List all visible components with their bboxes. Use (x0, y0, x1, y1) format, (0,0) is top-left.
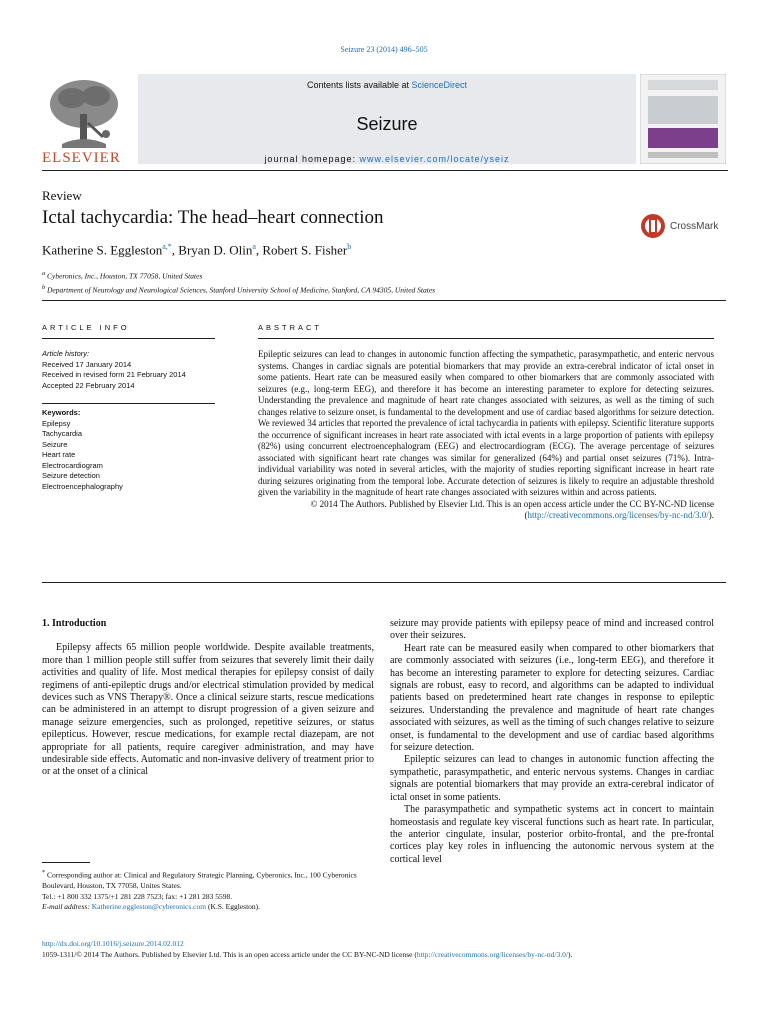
author-sup[interactable]: a,* (162, 242, 172, 251)
email-link[interactable]: Katherine.eggleston@cyberonics.com (91, 902, 207, 911)
author-list: Katherine S. Eggleston$^{a,*}$, Bryan D. Olin$^a$, Robert S. Fisher$^b$ (42, 242, 352, 258)
author-name: Robert S. Fisher (262, 242, 348, 258)
masthead (42, 66, 728, 171)
body-right-column (390, 618, 714, 866)
history-item: Received 17 January 2014 (42, 359, 132, 369)
keyword: Seizure (42, 439, 68, 449)
sciencedirect-link[interactable]: ScienceDirect (411, 80, 468, 90)
publisher-logo-text: ELSEVIER (42, 150, 121, 166)
crossmark-label: CrossMark (670, 221, 719, 232)
doi-link[interactable]: http://dx.doi.org/10.1016/j.seizure.2014.02.012 (42, 939, 184, 948)
keyword: Seizure detection (42, 471, 100, 480)
paragraph: The parasympathetic and sympathetic systems act in concert to maintain homeostasis and regulate key visceral functions such as heart rate. In particular, the anterior cingulate, insular, posterior orbito-frontal, and the pre-frontal cortices play key roles in influencing the autonomic nervous system at the cortical level (390, 804, 714, 865)
journal-cover-image[interactable] (640, 74, 726, 164)
abstract-copyright: © 2014 The Authors. Published by Elsevier Ltd. This is an open access article under the CC BY-NC-ND license (http://creativecommons.org/licenses/by-nc-nd/3.0/). (310, 498, 714, 520)
author-name: Bryan D. Olin (178, 242, 253, 258)
keyword: Electrocardiogram (42, 460, 103, 470)
abstract-heading: ABSTRACT (258, 323, 323, 332)
history-label: Article history: (42, 349, 90, 358)
abstract (258, 349, 714, 522)
keyword: Epilepsy (42, 418, 71, 428)
author-name: Katherine S. Eggleston (42, 242, 163, 258)
homepage-line: journal homepage: www.elsevier.com/locate/yseiz (264, 154, 510, 164)
paragraph: Epileptic seizures can lead to changes in autonomic function affecting the sympathetic, parasympathetic, and enteric nervous systems. Changes in cardiac signals are potential biomarkers that may provide an extra-cerebral indicator of ictal onset in some patients. (390, 754, 714, 803)
abstract-text: Epileptic seizures can lead to changes in autonomic function affecting the sympathetic, parasympathetic, and enteric nervous systems. Changes in cardiac signals are potential biomarkers that may provide an extra-cerebral indicator of ictal onset in some patients. Heart rate can be measured easily when compared to other biomarkers that are commonly associated with seizures (e.g., long-term EEG), and therefore it has become an interesting parameter to explore for detecting seizures. Understanding the prevalence and magnitude of heart rate changes associated with seizures, as well as the timing of such changes relative to seizure onset, is fundamental to the development and use of cardiac based algorithms for seizure detection. We reviewed 34 articles that reported the prevalence of ictal tachycardia in patients with epilepsy. Scientific literature supports the occurrence of significant increases in heart rate associated with ictal events in a large proportion of patients with epilepsy (82%) using concurrent electroencephalogram (EEG) and electrocardiogram (ECG). The average percentage of seizures associated with significant heart rate changes was similar for generalized (64%) and partial onset seizures (71%). Intra-individual variability was noted in several articles, with the majority of studies reporting significant increase in heart rate during seizures originating from the temporal lobe. Accurate detection of seizures is likely to require an adjustable threshold given the variability in the magnitude of heart rate changes associated with seizures within and across patients. (258, 349, 715, 497)
body-left-column (42, 618, 374, 779)
divider (42, 403, 215, 404)
article-type: Review (42, 188, 82, 203)
history-item: Accepted 22 February 2014 (42, 380, 135, 390)
author-sup[interactable]: a (252, 242, 256, 251)
divider (258, 338, 714, 339)
page-footer (42, 938, 726, 960)
footer-license-link[interactable]: http://creativecommons.org/licenses/by-nc-nd/3.0/ (416, 950, 568, 959)
footnote-tel: Tel.: +1 800 332 1375/+1 281 228 7523; fax: +1 281 283 5598. (42, 891, 233, 901)
homepage-link[interactable]: www.elsevier.com/locate/yseiz (359, 154, 510, 164)
divider (42, 582, 726, 583)
divider (42, 300, 726, 301)
footnote (42, 868, 374, 913)
affiliation: $^b$ Department of Neurology and Neurological Sciences, Stanford University School of Medicine, Stanford, CA 94305, United States (42, 283, 436, 294)
footnote-address: * Corresponding author at: Clinical and Regulatory Strategic Planning, Cyberonics, Inc., 100 Cyberonics Boulevard, Houston, TX 77058, Unites States. (42, 869, 357, 890)
keywords-label: Keywords: (42, 408, 81, 417)
article-title: Ictal tachycardia: The head–heart connection (42, 207, 384, 228)
paragraph: Heart rate can be measured easily when compared to other biomarkers that are commonly associated with seizures (i.e., long-term EEG), and therefore it has become an interesting parameter to explore for detecting seizures. Cardiac signals are robust, easy to record, and algorithms can be adapted to individual patients based on predetermined heart rate changes in response to epileptic seizures. Understanding the prevalence and magnitude of heart rate changes associated with seizures, as well as the timing of such changes relative to seizure onset, is fundamental to the development and use of cardiac based algorithms for seizure detection. (390, 642, 714, 754)
crossmark-badge[interactable] (640, 212, 730, 242)
affiliation: $^a$ Cyberonics, Inc., Houston, TX 77058, United States (42, 270, 203, 281)
author-sup[interactable]: b (347, 242, 352, 251)
keyword: Tachycardia (42, 429, 83, 438)
footer-license: 1059-1311/© 2014 The Authors. Published by Elsevier Ltd. This is an open access article under the CC BY-NC-ND license (http://creativecommons.org/licenses/by-nc-nd/3.0/). (42, 950, 573, 959)
paragraph: Epilepsy affects 65 million people worldwide. Despite available treatments, more than 1 million people still suffer from seizures that severely limit their daily activities and quality of life. Most medical therapies for epilepsy consist of daily regimens of anti-epileptic drugs and/or electrical stimulation provided by medical devices such as VNS Therapy®. Once a clinical seizure starts, rescue medications can be administered in an attempt to disrupt progression of a given seizure and manage seizure emergencies, such as prolonged, repetitive seizures, or status epilepticus. However, rescue medications, for example rectal diazepam, are not appropriate for all patients, require caregiver administration, and may have undesirable side effects. Automatic and non-invasive delivery of treatment prior to or at the onset of a clinical (42, 642, 374, 778)
journal-name: Seizure (356, 114, 418, 134)
keyword: Electroencephalography (42, 481, 123, 491)
license-link[interactable]: http://creativecommons.org/licenses/by-nc-nd/3.0/ (527, 510, 709, 520)
footnote-email: E-mail address: Katherine.eggleston@cyberonics.com (K.S. Eggleston). (42, 902, 261, 911)
paragraph: seizure may provide patients with epilepsy peace of mind and increased control over their seizures. (390, 618, 714, 642)
contents-line: Contents lists available at ScienceDirect (306, 80, 468, 90)
section-heading: 1. Introduction (42, 618, 107, 629)
history-item: Received in revised form 21 February 2014 (42, 370, 186, 379)
masthead-center (138, 74, 636, 164)
affiliations (42, 268, 435, 295)
article-info (42, 349, 215, 492)
crossmark-icon (640, 212, 666, 242)
keyword: Heart rate (42, 450, 76, 459)
article-info-heading: ARTICLE INFO (42, 323, 130, 332)
journal-reference-link[interactable]: Seizure 23 (2014) 496–505 (340, 45, 428, 54)
footnote-divider (42, 862, 90, 863)
divider (42, 338, 215, 339)
